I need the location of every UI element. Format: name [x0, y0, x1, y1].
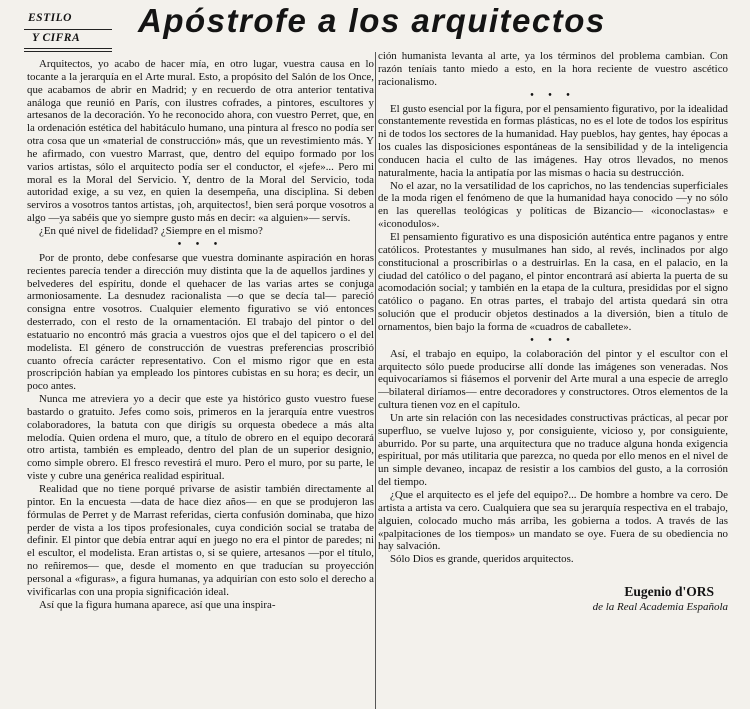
paragraph: Un arte sin relación con las necesidades constructivas prácticas, al pecar por superfluo, se vuelve lujoso y, por consiguiente, vicioso y, por consiguiente, aburrido. Por su parte, una arquitectura que no traduce alguna honda exigencia espiritual, por más utilitaria que parezca, no queda por ello menos en el nivel de un simple devaneo, incapaz de resistir a los cambios del gusto, a la corrosión del tiempo.	[378, 411, 728, 489]
paragraph: No el azar, no la versatilidad de los caprichos, no las tendencias superficiales de la moda rigen el fenómeno de que la humanidad haya conocido —y no sólo en las querellas teológicas y políticas de Bizancio— «iconoclastas» e «iconodulos».	[378, 179, 728, 231]
section-separator: • • •	[177, 238, 224, 250]
left-column	[27, 58, 374, 709]
paragraph: Así que la figura humana aparece, así que una inspira-	[39, 598, 276, 611]
section-tag-rule	[24, 51, 112, 52]
section-separator: • • •	[530, 334, 576, 346]
author-affiliation: de la Real Academia Española	[592, 601, 728, 614]
paragraph: ¿En qué nivel de fidelidad? ¿Siempre en el mismo?	[39, 224, 263, 237]
article-headline: Apóstrofe a los arquitectos	[138, 2, 606, 39]
paragraph: Arquitectos, yo acabo de hacer mía, en otro lugar, vuestra causa en lo tocante a la jerarquía en el Arte mural. Esto, a propósito del Salón de los Once, que acabamos de abrir en Madrid; y en recuerdo de otra anterior tentativa análoga que reunió en París, con ilustres cofrades, a pintores, escultores y artesanos de la decoración. Yo he reconocido ahora, con vuestro Perret, que, en la ordenación estética del habitáculo humano, una pintura al fresco no podía ser otra cosa que un «material de construcción» más, que un revestimiento más. Y he afirmado, con vuestro Marrast, que, dentro del equipo formado por los varios artistas, sólo el arquitecto podía ser el conductor, el «jefe»... Pero mi moral es la Moral del Servicio. Y, dentro de la Moral del Servicio, toda autoridad exige, a su vez, en quien la desempeña, una disciplina. Si deben serviros a vosotros tantos artistas, ¡oh, arquitectos!, bien será porque vosotros a algo —ya sabéis que yo siempre gusto más en decir: «a alguien»— servís.	[27, 58, 374, 225]
paragraph: El gusto esencial por la figura, por el pensamiento figurativo, por la idealidad constantemente revestida en formas plásticas, no es el lote de todos los espíritus ni de todos los sectores de la humanidad. Hay pueblos, hay gentes, hay épocas a los cuales las disposiciones espontáneas de la sensibilidad y de la inteligencia conducen hacia el culto de las imágenes. Hay otros llevados, no menos naturalmente, hacia la antipatía por las mismas o hacia su destrucción.	[378, 102, 728, 179]
right-column	[378, 50, 728, 709]
section-tag-line1: ESTILO	[28, 12, 72, 24]
paragraph: Por de pronto, debe confesarse que vuestra dominante aspiración en horas recientes parecía tender a dirección muy distinta que la de aquellos jardines y belvederes del espíritu, donde el quehacer de las varias artes se conjuga armoniosamente. La desnudez racionalista —o que se decía tal— pareció consigna entre vosotros. Cualquier elemento figurativo se vió entonces desterrado, con el resto de la ornamentación. El trabajo del pintor o del estatuario no encontró más gracia a vuestros ojos que el del tapicero o el del modelista. El género de construcción de vuestras preferencias proscribió cuanto ofrecía carácter representativo. Con el mismo rigor que en esta proscripción habían ya empleado los pintores cubistas en su hora; es decir, un poco antes.	[27, 251, 374, 393]
paragraph: El pensamiento figurativo es una disposición auténtica entre paganos y entre católicos. Protestantes y musulmanes han sido, al revés, inclinados por algo constitucional a proscribirlas o a destruirlas. En la casa, en el palacio, en la ciudad del católico o del pagano, el pintor encontrará así abierta la puerta de su acomodación social; y también en la etapa de la cultura, presididas por el signo católico o pagano. En otras partes, el trabajo del artista quedará sin otra solución que el producir objetos destinados a la diversión, bien a título de ornamentos, bien bajo la forma de «cuadros de caballete».	[378, 230, 728, 333]
column-divider	[375, 52, 376, 709]
section-separator: • • •	[530, 89, 576, 101]
section-tag-rule	[24, 29, 112, 30]
paragraph: Nunca me atreviera yo a decir que este ya histórico gusto vuestro fuese bastardo o gratuito. Jefes como sois, primeros en la jerarquía entre vuestros colaboradores, la batuta con que dirigís su orquesta obedece a más alta melodía. Quien ordena el muro, que, a título de obrero en el equipo decorará otro artista, también es empleado, dentro del plan de un superior designio, como simple obrero. El fresco revestirá el muro. Pero el muro, por su parte, le viste y cubre una genérica realidad espiritual.	[27, 393, 374, 483]
paragraph: Sólo Dios es grande, queridos arquitectos.	[390, 553, 574, 566]
paragraph: Así, el trabajo en equipo, la colaboración del pintor y el escultor con el arquitecto sólo puede producirse allí donde las imágenes son veneradas. Nos equivocaríamos si fiásemos el porvenir del Arte mural a una especie de arreglo —bilateral diríamos— entre decoradores y constructores. Otros elementos de la cultura tienen voz en el capítulo.	[378, 347, 728, 412]
paragraph: Realidad que no tiene porqué privarse de asistir también directamente al pintor. En la encuesta —data de hace diez años— en que se produjeron las fórmulas de Perret y de Marrast referidas, cierta confusión dominaba, que hizo perder de vista a los tipos profesionales, cuya condición social se trataba de definir. El pintor que debía entrar aquí en juego no era el pintor de paredes; ni el escultor, el modelista. Eran artistas o, si se quiere, artesanos —por el título, no reñiremos— que, desde el momento en que traducían su proyección personal a «figuras», a figura humanas, ya adquirían con esto solo el derecho a vivificarlas con una propia significación ideal.	[27, 483, 374, 598]
author-signature: Eugenio d'ORS	[624, 584, 714, 600]
paragraph: ¿Que el arquitecto es el jefe del equipo?... De hombre a hombre va cero. De artista a artista va cero. Cualquiera que sea su jerarquía respectiva en el trabajo, alguien, colocado mucho más arriba, les gobierna a todos. A través de las «palpitaciones de los tiempos» un mandato se oye. Fuera de su obediencia no hay salvación.	[378, 489, 728, 553]
section-tag-rule	[24, 48, 112, 49]
section-tag-line2: Y CIFRA	[32, 32, 81, 44]
paragraph: ción humanista levanta al arte, ya los términos del problema cambian. Con razón teníais tanto miedo a esto, en la hora reciente de vuestro ascético racionalismo.	[378, 50, 728, 88]
